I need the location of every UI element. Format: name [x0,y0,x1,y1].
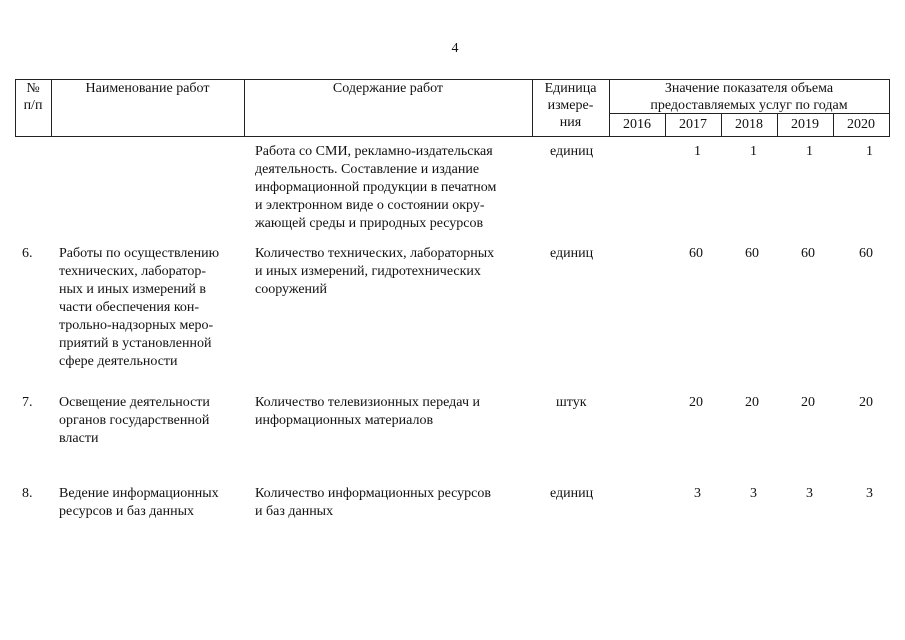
row-value: 60 [859,246,873,261]
row-unit: единиц [550,144,594,159]
row-content: Количество телевизионных передач и информационных материалов [255,395,480,428]
header-year: 2019 [791,117,819,132]
row-value: 3 [866,486,873,501]
header-year: 2020 [847,117,875,132]
row-value: 20 [801,395,815,410]
row-name: Освещение деятельности органов государственной власти [59,395,210,446]
row-num: 6. [22,246,33,261]
row-unit: единиц [550,246,594,261]
header-year: 2016 [623,117,651,132]
row-num: 7. [22,395,33,410]
header-col-border [889,79,890,137]
row-value: 3 [694,486,701,501]
row-value: 60 [801,246,815,261]
row-value: 3 [750,486,757,501]
header-bottom-border [15,136,889,137]
row-value: 20 [745,395,759,410]
row-num: 8. [22,486,33,501]
header-num: № п/п [23,81,43,113]
row-content: Количество информационных ресурсов и баз данных [255,486,491,519]
row-value: 60 [689,246,703,261]
row-content: Количество технических, лабораторных и иных измерений, гидротехнических сооружений [255,246,495,297]
header-year: 2017 [679,117,707,132]
header-value-title: Значение показателя объема предоставляемых услуг по годам [650,81,848,113]
row-value: 1 [806,144,813,159]
row-content: Работа со СМИ, рекламно-издательская деятельность. Составление и издание информационной продукции в печатном и электронном виде о состоянии окру- жающей среды и природных ресурсов [255,144,497,231]
row-unit: единиц [550,486,594,501]
header-year: 2018 [735,117,763,132]
row-value: 1 [866,144,873,159]
row-value: 1 [750,144,757,159]
row-unit: штук [556,395,587,410]
row-value: 60 [745,246,759,261]
row-value: 20 [859,395,873,410]
row-value: 3 [806,486,813,501]
header-name: Наименование работ [85,81,210,96]
row-value: 1 [694,144,701,159]
page-number: 4 [451,41,459,56]
row-name: Ведение информационных ресурсов и баз данных [59,486,219,519]
header-content: Содержание работ [332,81,444,96]
header-unit: Единица измере- ния [544,81,597,130]
row-value: 20 [689,395,703,410]
row-name: Работы по осуществлению технических, лаборатор- ных и иных измерений в части обеспечения кон- трольно-надзорных меро- приятий в установленной сфере деятельности [59,246,220,369]
